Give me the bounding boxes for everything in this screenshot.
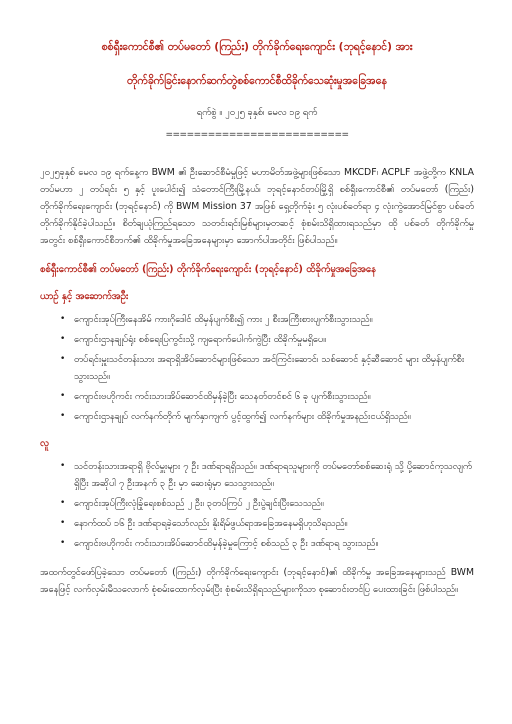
- list-item: [40, 331, 474, 348]
- list-item-text: တပ်ရင်းမှူးသင်တန်းသား အရာရှိအိပ်ဆောင်များဖြစ်သော အင်ကြင်းဆောင်၊ သစ်ဆောင် နှင့်ဆီဆောင် များ ထိမှန်ပျက်စီးသွားသည်။: [74, 354, 465, 382]
- subheading-vehicles-buildings: ယာဉ် နှင့် အဆောက်အဦး: [40, 291, 129, 302]
- list-item-text: နောက်ထပ် ၁၆ ဦး ဒဏ်ရာရခဲ့သော်လည်း နိုးရိမ်ဖွယ်ရာအခြေအနေမရှိဟုသိရသည်။: [74, 518, 348, 529]
- closing-paragraph: အထက်တွင်ဖော်ပြခဲ့သော တပ်မတော် (ကြည်း) တိုက်ခိုက်ရေးကျောင်း (ဘုရင့်နောင်)၏ ထိခိုက်မှု အခြေအနေများသည် BWM အနေဖြင့် လက်လှမ်းမီသလောက် စုံစမ်းထောက်လှမ်းပြီး စုံစမ်းသိရှိရသည်များကိုသာ စုဆောင်းတင်ပြ ပေးထားခြင်း ဖြစ်ပါသည်။: [40, 567, 474, 595]
- personnel-list: [40, 458, 474, 552]
- list-item: [40, 408, 474, 425]
- list-item: [40, 495, 474, 512]
- bullet-icon: •: [60, 538, 66, 548]
- intro-paragraph: ၂၀၂၅ခုနှစ် မေလ ၁၉ ရက်နေ့က BWM ၏ ဦးဆောင်စီမံမှုဖြင့် မဟာမိတ်အဖွဲ့များဖြစ်သော MKCDF၊ ACPLF အဖွဲ့တို့က KNLA တပ်မဟာ ၂ တပ်ရင်း ၅ နှင့် ပူးပေါင်း၍ သံတောင်ကြီးမြို့နယ်၊ ဘုရင့်နောင်တပ်မြို့ရှိ စစ်ရှီးကောင်စီ၏ တပ်မတော် (ကြည်း) တိုက်ခိုက်ရေးကျောင်း (ဘုရင့်နောင်) ကို BWM Mission 37 အဖြစ် ရှေ့တိုက်ခုံး ၅ လုံးပစ်ခတ်ရာ ၄ လုံးကွဲအောင်မြင်စွာ ပစ်ခတ် တိုက်ခိုက်နိုင်ခဲ့ပါသည်။ စိတ်ချယုံကြည်ရသော သတင်းရင်းမြစ်များမှတဆင့် စုံစမ်းသိရှိထားရသည်မှာ ထို ပစ်ခတ် တိုက်ခိုက်မှုအတွင်း စစ်ရှီးကောင်စီဘက်၏ ထိခိုက်မှုအခြေအနေများမှာ အောက်ပါအတိုင်း ဖြစ်ပါသည်။: [40, 167, 474, 246]
- vehicles-buildings-list: [40, 311, 474, 425]
- bullet-icon: •: [60, 498, 66, 508]
- separator-rule: ==========================: [165, 130, 349, 140]
- document-title-line-1: စစ်ရှီးကောင်စီ၏ တပ်မတော် (ကြည်း) တိုက်ခိုက်ရေးကျောင်း (ဘုရင့်နောင်) အား: [101, 41, 413, 53]
- list-item: [40, 351, 474, 385]
- document-title-line-2: တိုက်ခိုက်ခြင်းနောက်ဆက်တွဲစစ်ကောင်စီထိခိုက်သေဆုံးမှုအခြေအနေ: [127, 75, 387, 87]
- list-item-text: ကျောင်းဌာနချုပ်ရုံး စစ်ရေးပြကွင်းသို့ ကျရောက်ပေါက်ကွဲပြီး ထိခိုက်မှုမရှိပေ။: [74, 334, 327, 345]
- list-item-text: ကျောင်းအုပ်ကြီးလုံခြုံရေးစစ်သည် ၂ ဦး၊ ၃တပ်ကြပ် ၂ ဦးပွဲချင်းပြီးသေသည်။: [74, 498, 324, 509]
- bullet-icon: •: [60, 354, 66, 364]
- bullet-icon: •: [60, 518, 66, 528]
- list-item-text: သင်တန်းသားအရာရှိ ဗိုလ်မှူးများ ၇ ဦး ဒဏ်ရာရရှိသည်။ ဒဏ်ရာရသူများကို တပ်မတော်စစ်ဆေးရုံ သို့ ပို့ဆောင်ကုသလျက်ရှိပြီး အဆိုပါ ၇ ဦးအနက် ၃ ဦး မှာ ဆေးရုံမှာ သေသွားသည်။: [74, 461, 472, 489]
- list-item-text: ကျောင်းအုပ်ကြီးနေအိမ် ကားဂိုဒေါင် ထိမှန်ပျက်စီး၍ ကား ၂ စီးအကြီးစားပျက်စီးသွားသည်။: [74, 314, 373, 325]
- bullet-icon: •: [60, 461, 66, 471]
- list-item-text: ကျောင်းဌာနချုပ် လက်နက်တိုက် မျက်နှာကျက် ပွင့်ထွက်၍ လက်နက်များ ထိခိုက်မှုအနည်းငယ်ရှိသည်။: [74, 411, 411, 422]
- bullet-icon: •: [60, 411, 66, 421]
- list-item: [40, 311, 474, 328]
- list-item: [40, 535, 474, 552]
- document-date: ရက်စွဲ ။ ၂၀၂၅ ခုနှစ်၊ မေလ ၁၉ ရက်: [196, 107, 318, 118]
- subheading-personnel: လူ: [40, 438, 49, 449]
- section-heading: စစ်ရှီးကောင်စီ၏ တပ်မတော် (ကြည်း) တိုက်ခိုက်ရေးကျောင်း (ဘုရင့်နောင်) ထိခိုက်မှုအခြေအနေ: [40, 264, 377, 275]
- bullet-icon: •: [60, 334, 66, 344]
- list-item-text: ကျောင်းဗဟိုကင်း ကင်းသားအိပ်ဆောင်ထိမှန်ခဲ့ပြီး သေနတ်တင်စင် ၆ ခု ပျက်စီးသွားသည်။: [74, 391, 371, 402]
- list-item: [40, 458, 474, 492]
- list-item-text: ကျောင်းဗဟိုကင်း ကင်းသားအိပ်ဆောင်ထိမှန်ခဲ့မှုကြောင့် စစ်သည် ၃ ဦး ဒဏ်ရာရ သွားသည်။: [74, 538, 379, 549]
- bullet-icon: •: [60, 391, 66, 401]
- list-item: [40, 515, 474, 532]
- list-item: [40, 388, 474, 405]
- bullet-icon: •: [60, 314, 66, 324]
